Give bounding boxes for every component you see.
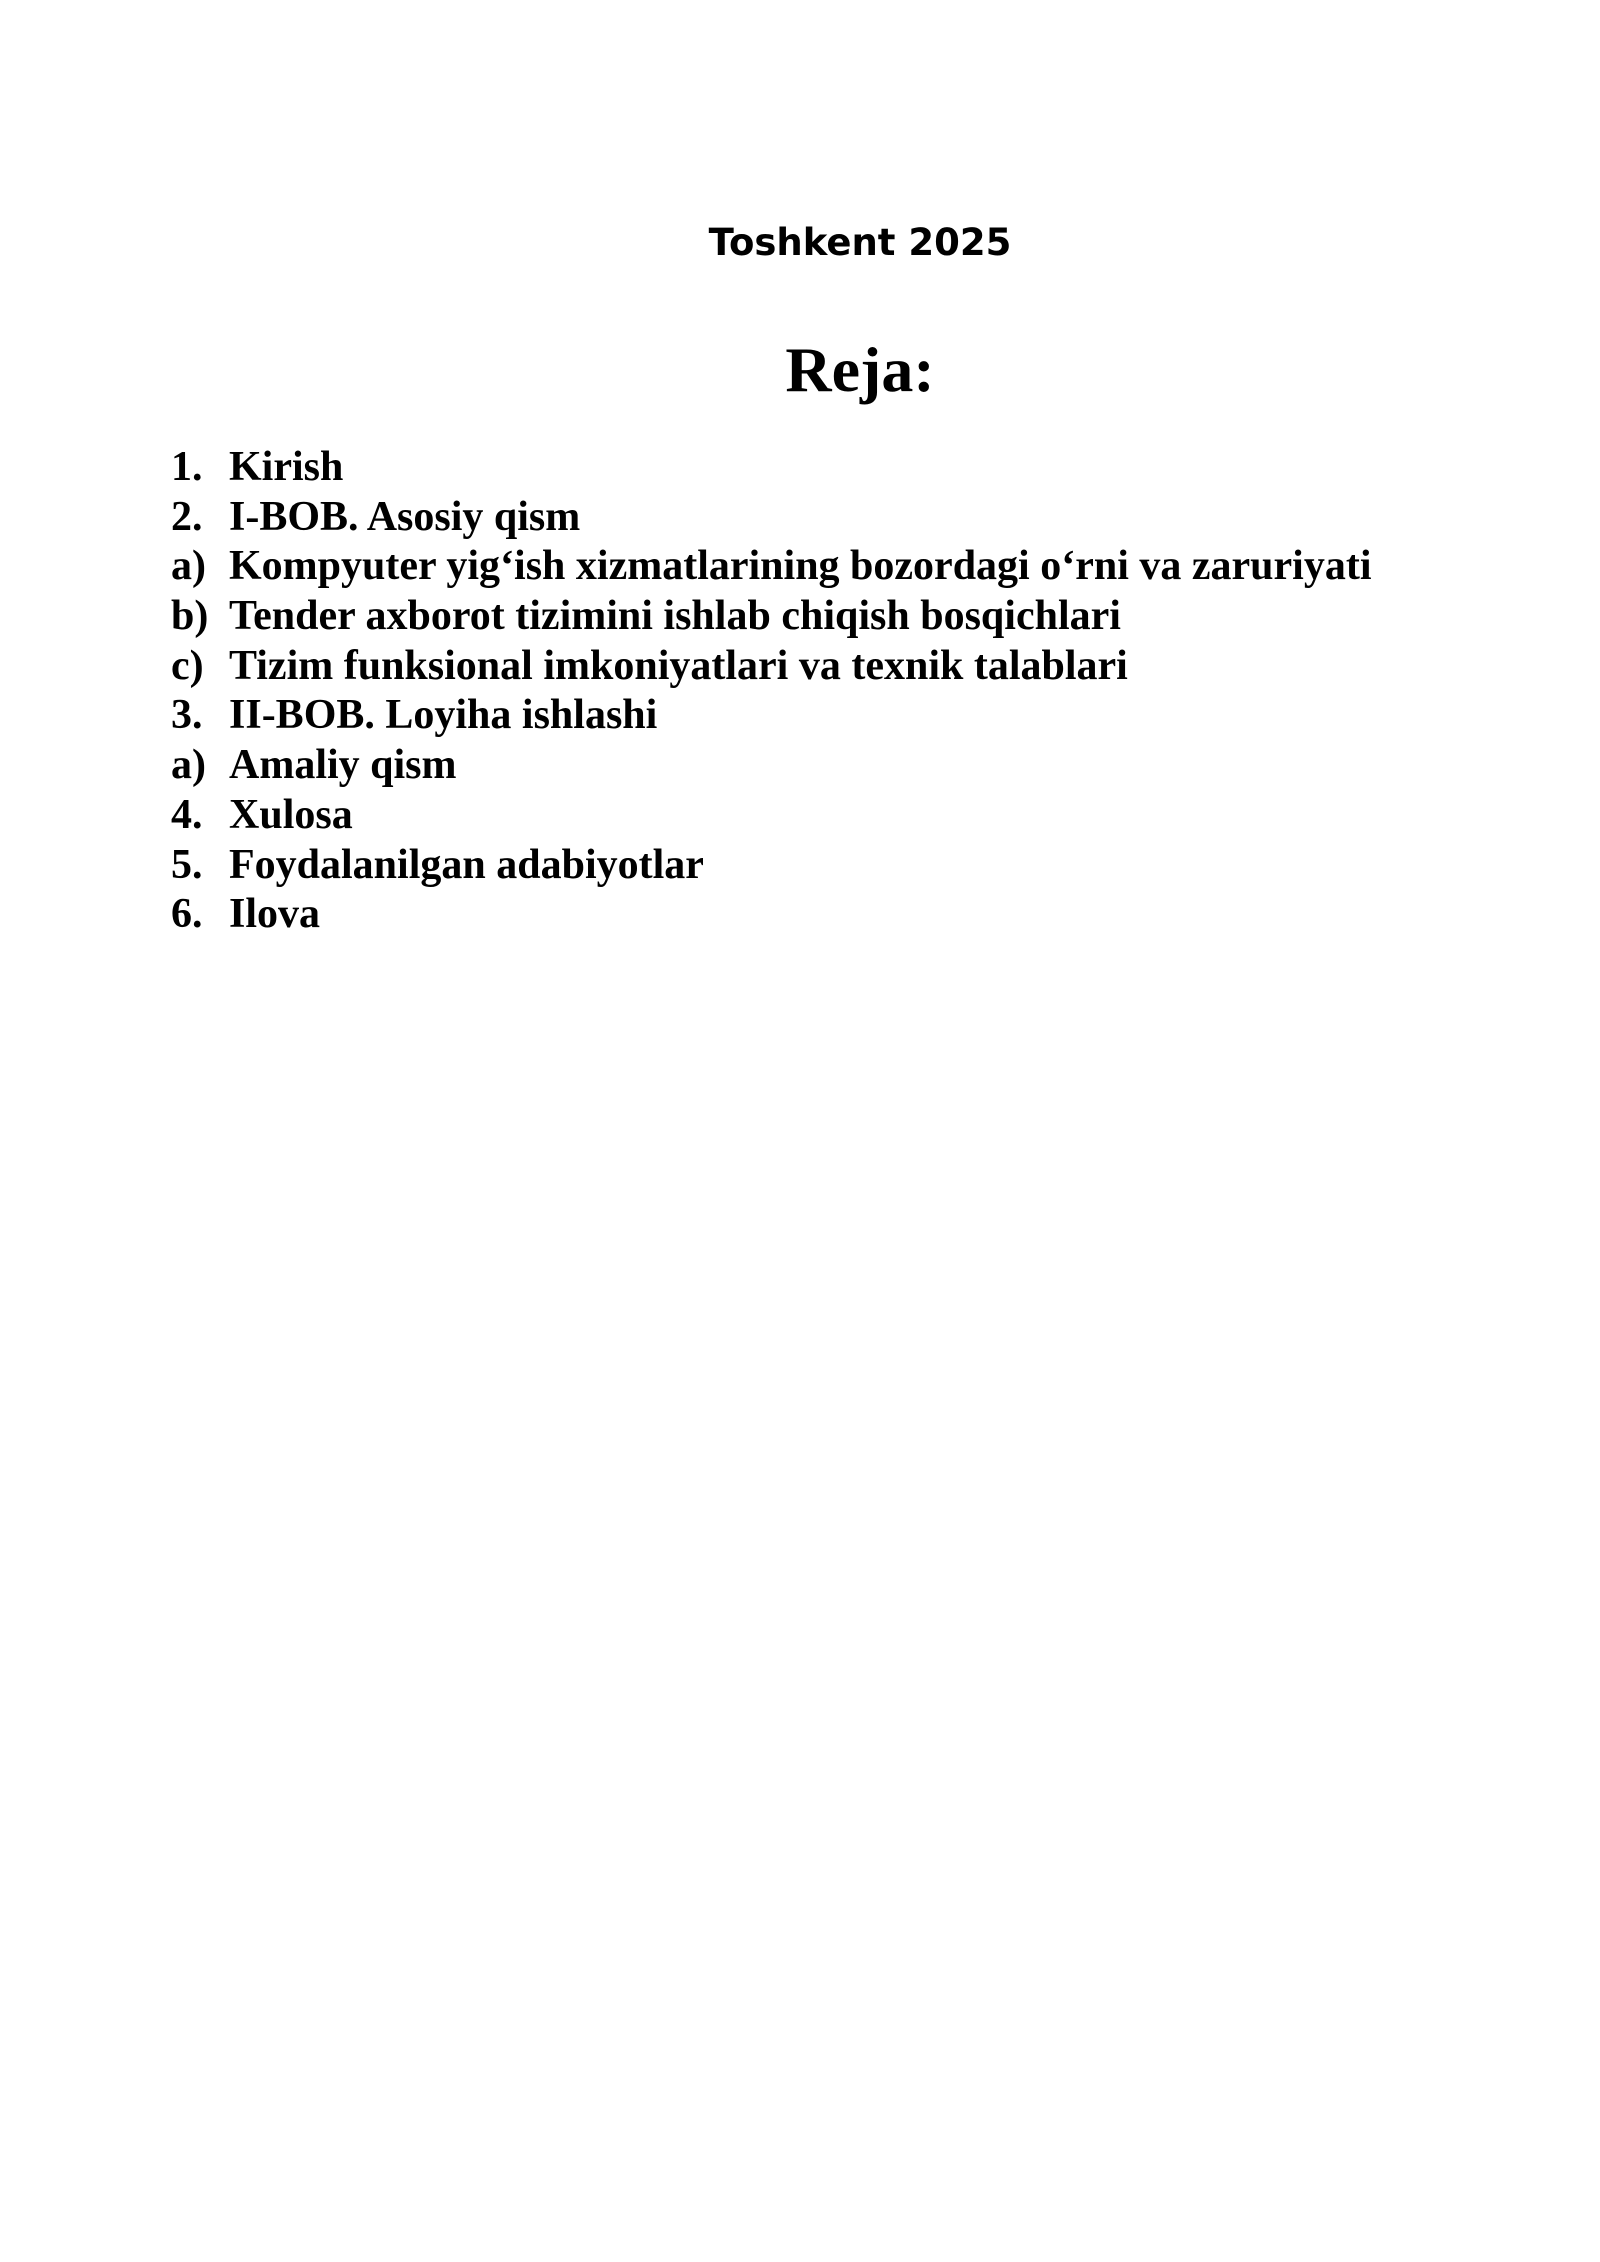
plan-subitem-2c: [171, 642, 1372, 692]
plan-item-6: [171, 890, 1372, 940]
plan-item-4: [171, 791, 1372, 841]
plan-item-marker: c): [171, 642, 204, 689]
plan-item-2: [171, 493, 1372, 543]
plan-item-marker: 2.: [171, 493, 203, 540]
plan-subitem-3a: [171, 741, 1372, 791]
plan-subitem-2b: [171, 592, 1372, 642]
plan-title: Reja:: [785, 334, 935, 405]
plan-item-text: Kirish: [229, 444, 344, 490]
plan-item-text: I-BOB. Asosiy qism: [229, 493, 581, 540]
plan-item-marker: b): [171, 593, 209, 640]
city-year-text: Toshkent 2025: [708, 221, 1012, 264]
plan-item-marker: a): [171, 742, 206, 789]
plan-item-5: [171, 841, 1372, 891]
plan-item-text: Foydalanilgan adabiyotlar: [229, 841, 704, 888]
plan-item-text: Tizim funksional imkoniyatlari va texnik talablari: [229, 642, 1128, 689]
plan-item-marker: 1.: [171, 444, 203, 490]
plan-item-text: Tender axborot tizimini ishlab chiqish bosqichlari: [229, 593, 1121, 640]
plan-item-text: II-BOB. Loyiha ishlashi: [229, 692, 658, 739]
plan-item-marker: 3.: [171, 692, 203, 739]
plan-item-3: [171, 691, 1372, 741]
plan-subitem-2a: [171, 542, 1372, 592]
plan-item-text: Xulosa: [229, 791, 353, 838]
plan-list: [171, 443, 1372, 940]
plan-item-marker: 6.: [171, 891, 203, 938]
plan-item-1: [171, 443, 1372, 493]
plan-item-text: Kompyuter yig‘ish xizmatlarining bozordagi o‘rni va zaruriyati: [229, 543, 1372, 590]
plan-item-marker: 5.: [171, 841, 203, 888]
plan-item-text: Amaliy qism: [229, 742, 457, 789]
plan-item-text: Ilova: [229, 891, 321, 938]
plan-item-marker: 4.: [171, 791, 203, 838]
plan-item-marker: a): [171, 543, 206, 590]
